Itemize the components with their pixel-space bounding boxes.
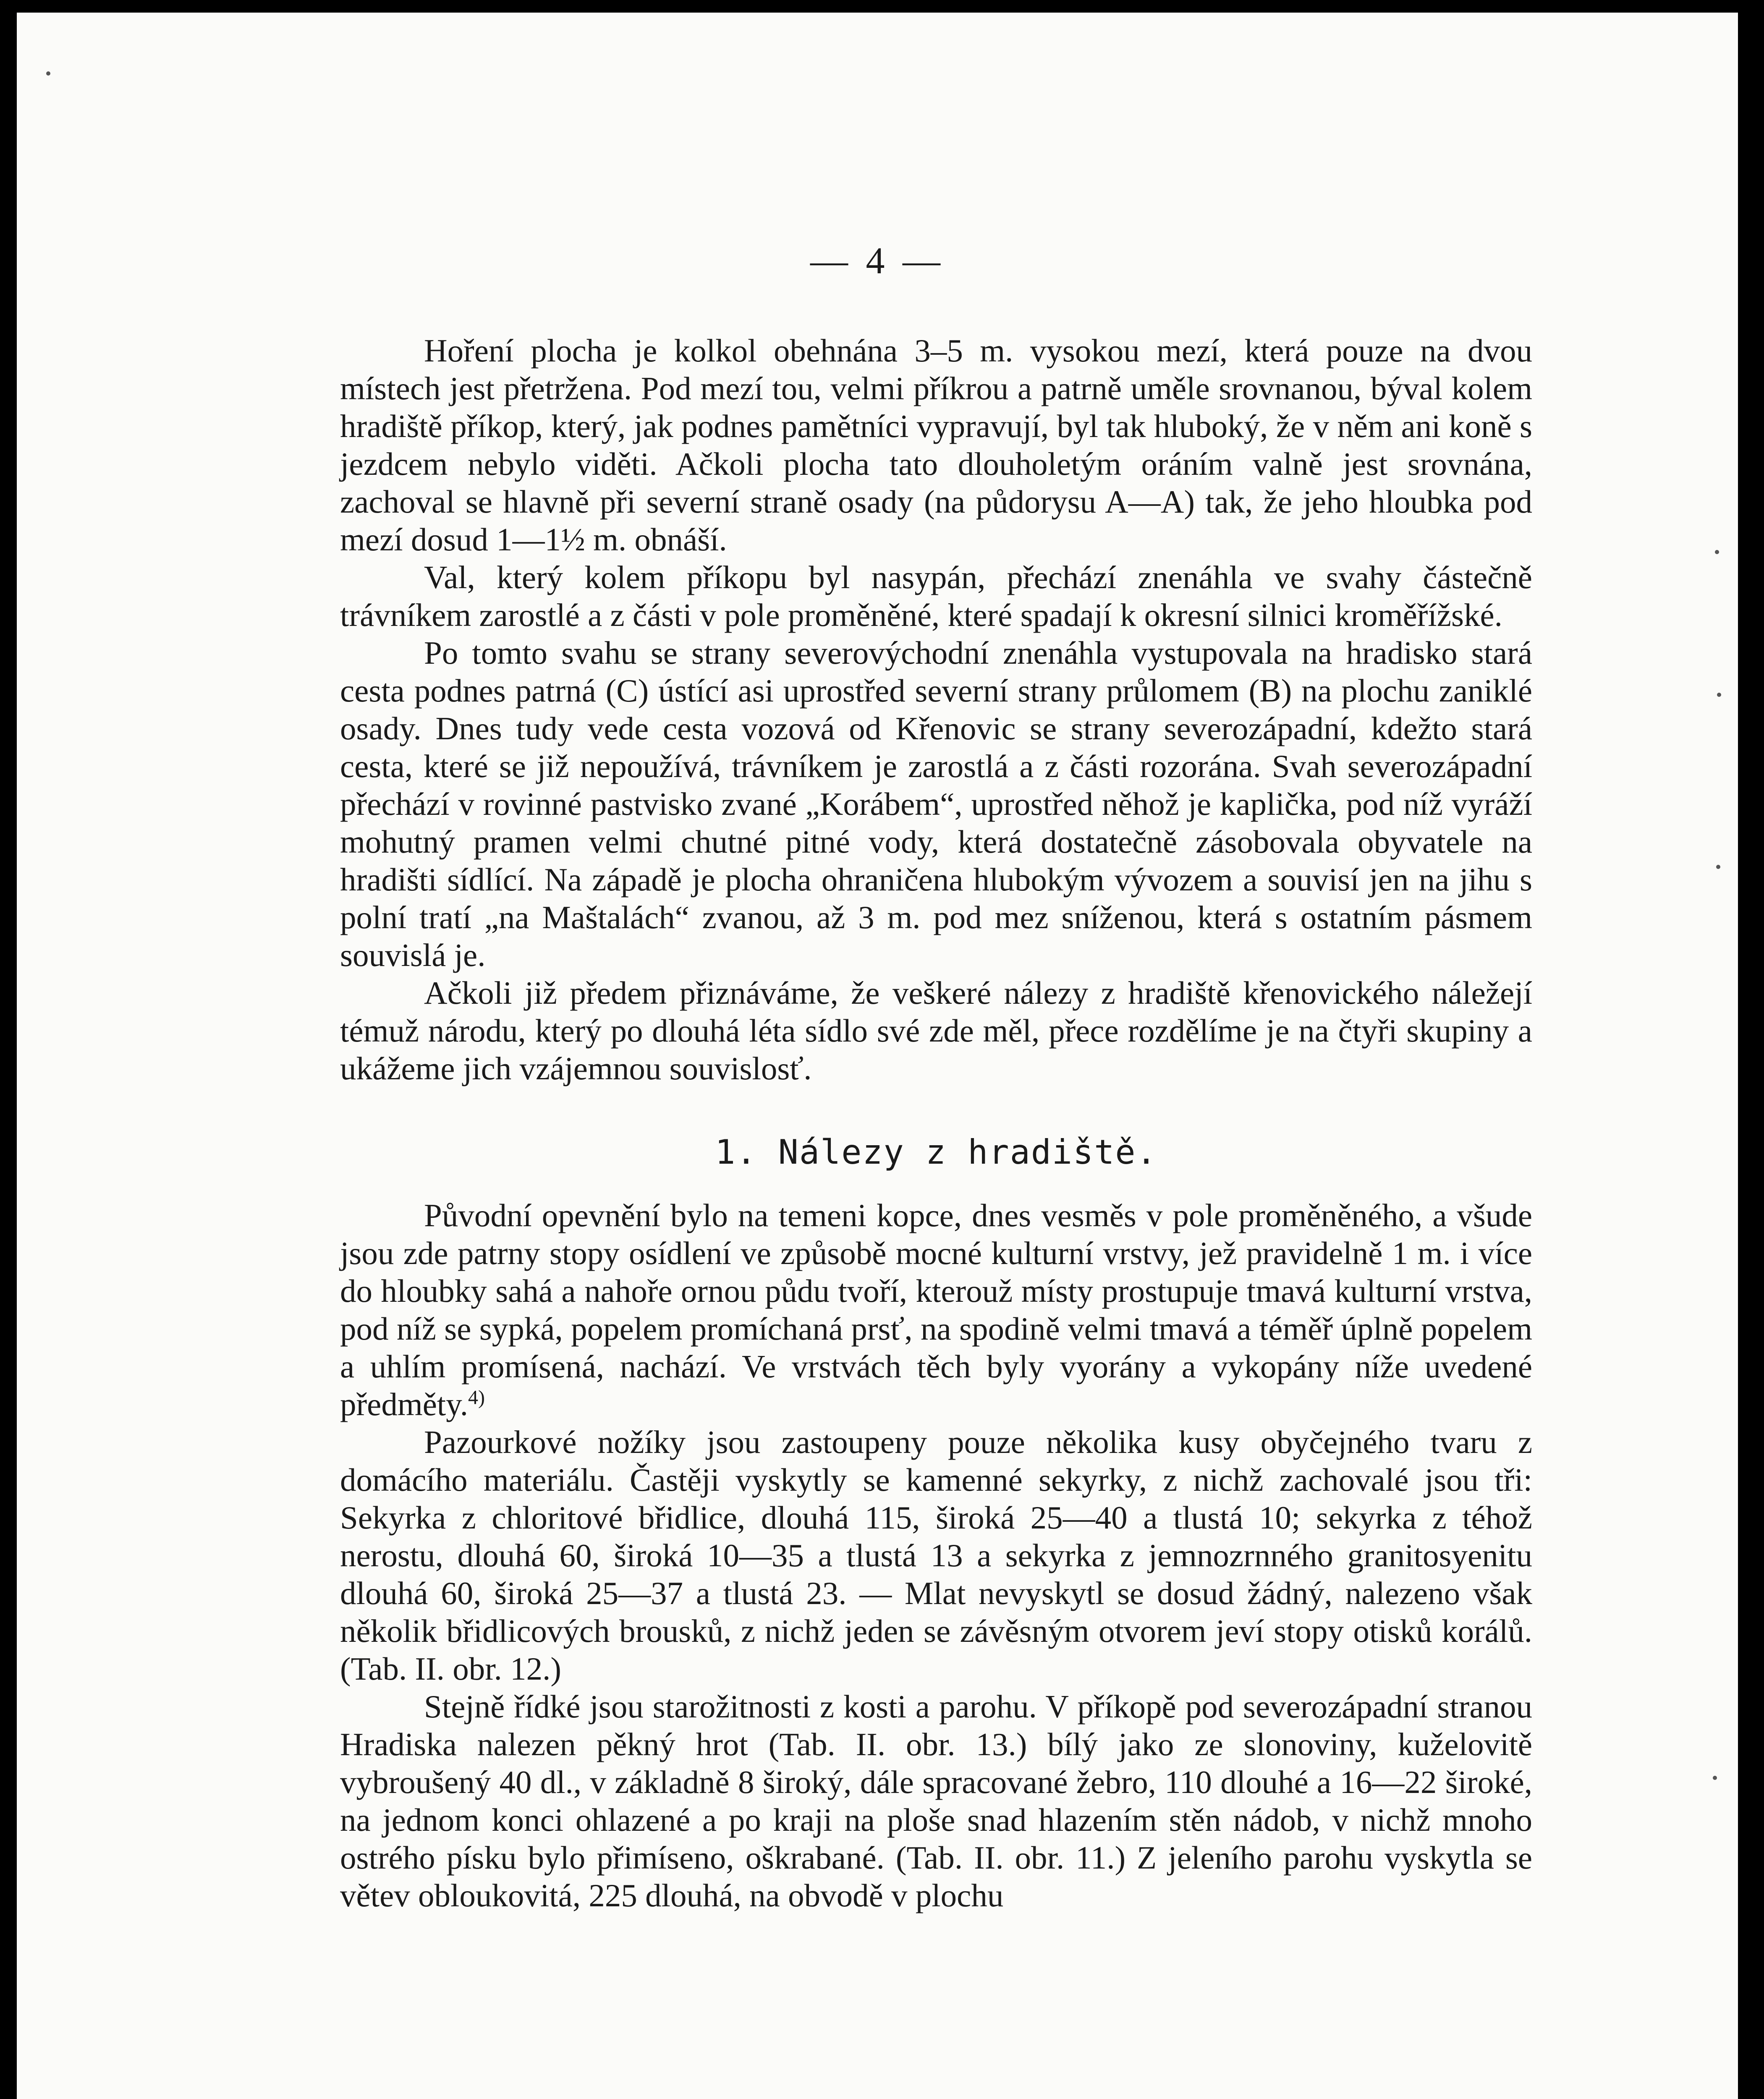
paragraph-3: Po tomto svahu se strany severovýchodní znenáhla vystupovala na hradisko stará cesta podnes patrná (C) ústící asi uprostřed severní strany průlomem (B) na plochu zaniklé osady. Dnes tudy vede cesta vozová od Křenovic se strany severozápadní, kdežto stará cesta, které se již nepoužívá, trávníkem je zarostlá a z části rozorána. Svah severozápadní přechází v rovinné pastvisko zvané „Korábem“, uprostřed něhož je kaplička, pod níž vyráží mohutný pramen velmi chutné pitné vody, která dostatečně zásobovala obyvatele na hradišti sídlící. Na západě je plocha ohraničena hlubokým vývozem a souvisí jen na jihu s polní tratí „na Maštalách“ zvanou, až 3 m. pod mez sníženou, která s ostatním pásmem souvislá je. bbox=[340, 635, 1532, 973]
paragraph-7: Stejně řídké jsou starožitnosti z kosti a parohu. V příkopě pod severozápadní stranou Hradiska nalezen pěkný hrot (Tab. II. obr. 13.) bílý jako ze slonoviny, kuželovitě vybroušený 40 dl., v základně 8 široký, dále spracované žebro, 110 dlouhé a 16—22 široké, na jednom konci ohlazené a po kraji na ploše snad hlazením stěn nádob, v nichž mnoho ostrého písku bylo přimíseno, oškrabané. (Tab. II. obr. 11.) Z jeleního parohu vyskytla se větev obloukovitá, 225 dlouhá, na obvodě v plochu bbox=[340, 1688, 1532, 1913]
paragraph-1: Hoření plocha je kolkol obehnána 3–5 m. vysokou mezí, která pouze na dvou místech jest přetržena. Pod mezí tou, velmi příkrou a patrně uměle srovnanou, býval kolem hradiště příkop, který, jak podnes pamětníci vypravují, byl tak hluboký, že v něm ani koně s jezdcem nebylo viděti. Ačkoli plocha tato dlouholetým oráním valně jest srovnána, zachoval se hlavně při severní straně osady (na půdorysu A—A) tak, že jeho hloubka pod mezí dosud 1—1½ m. obnáší. bbox=[340, 332, 1532, 557]
scan-speck bbox=[46, 71, 50, 76]
footnote-reference: 4) bbox=[468, 1386, 485, 1409]
body-text bbox=[340, 332, 1532, 1914]
paragraph-4: Ačkoli již předem přiznáváme, že veškeré nálezy z hradiště křenovického náležejí témuž národu, který po dlouhá léta sídlo své zde měl, přece rozdělíme je na čtyři skupiny a ukážeme jich vzájemnou souvislosť. bbox=[340, 975, 1532, 1086]
paragraph-5-text: Původní opevnění bylo na temeni kopce, dnes vesměs v pole proměněného, a všude jsou zde patrny stopy osídlení ve způsobě mocné kulturní vrstvy, jež pravidelně 1 m. i více do hloubky sahá a nahoře ornou půdu tvoří, kterouž místy prostupuje tmavá kulturní vrstva, pod níž se sypká, popelem promíchaná prsť, na spodině velmi tmavá a téměř úplně popelem a uhlím promísená, nachází. Ve vrstvách těch byly vyorány a vykopány níže uvedené předměty. bbox=[340, 1197, 1532, 1422]
scan-speck bbox=[1713, 1776, 1717, 1780]
section-heading: 1. Nálezy z hradiště. bbox=[715, 1133, 1157, 1172]
document-page bbox=[17, 13, 1738, 2099]
paragraph-5 bbox=[340, 1196, 1532, 1423]
page-number: — 4 — bbox=[810, 240, 945, 282]
scan-speck bbox=[1715, 550, 1719, 554]
scan-speck bbox=[1717, 693, 1721, 697]
paragraph-2: Val, který kolem příkopu byl nasypán, přechází znenáhla ve svahy částečně trávníkem zarostlé a z části v pole proměněné, které spadají k okresní silnici kroměřížské. bbox=[340, 559, 1532, 633]
paragraph-6: Pazourkové nožíky jsou zastoupeny pouze několika kusy obyčejného tvaru z domácího materiálu. Častěji vyskytly se kamenné sekyrky, z nichž zachovalé jsou tři: Sekyrka z chloritové břidlice, dlouhá 115, široká 25—40 a tlustá 10; sekyrka z téhož nerostu, dlouhá 60, široká 10—35 a tlustá 13 a sekyrka z jemnozrnného granitosyenitu dlouhá 60, široká 25—37 a tlustá 23. — Mlat nevyskytl se dosud žádný, nalezeno však několik břidlicových brousků, z nichž jeden se závěsným otvorem jeví stopy otisků korálů. (Tab. II. obr. 12.) bbox=[340, 1424, 1532, 1687]
scan-speck bbox=[1716, 865, 1720, 869]
